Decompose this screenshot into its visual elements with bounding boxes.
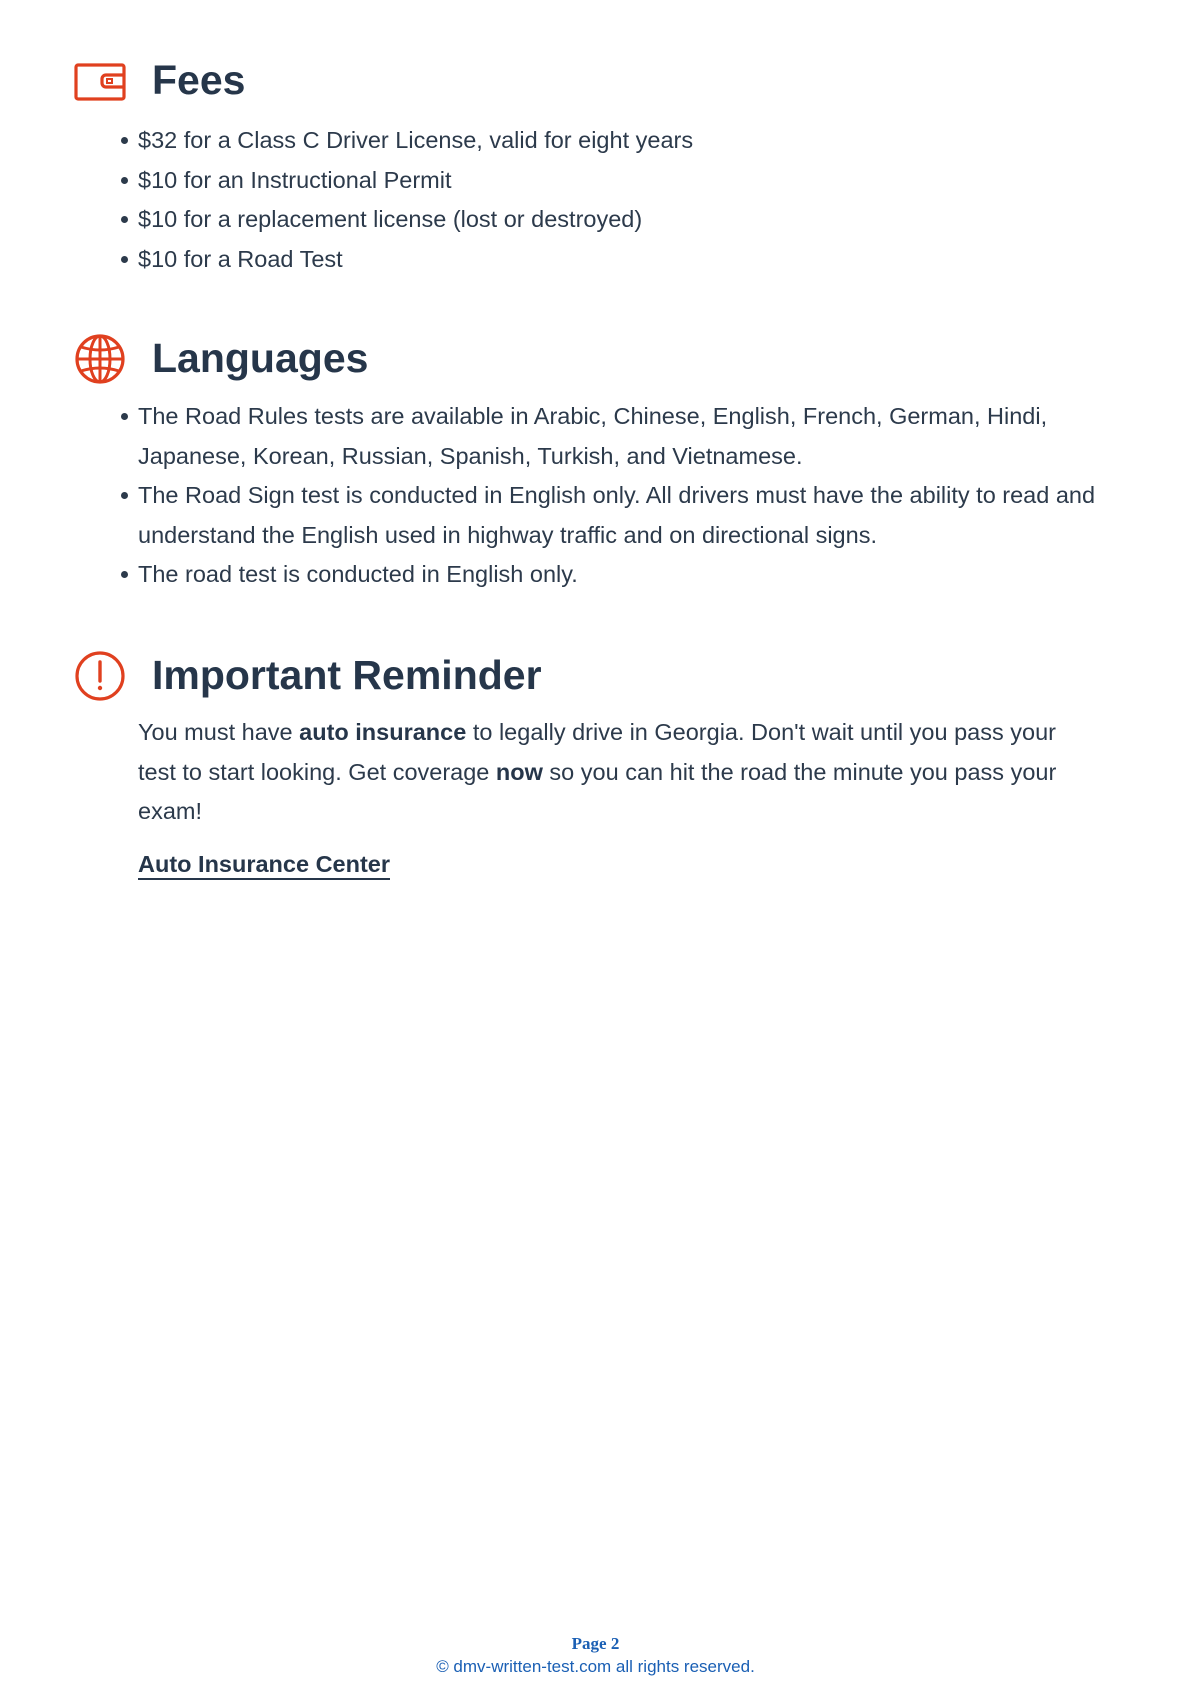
globe-icon bbox=[74, 333, 126, 385]
list-item: $10 for a Road Test bbox=[138, 240, 1128, 280]
list-item: $10 for an Instructional Permit bbox=[138, 161, 1128, 201]
copyright-text: © dmv-written-test.com all rights reserved. bbox=[436, 1657, 755, 1676]
languages-title: Languages bbox=[152, 335, 369, 381]
reminder-emphasis: auto insurance bbox=[299, 719, 467, 745]
reminder-text-part: to legally drive in Georgia. Don't wait until you pass your test to start looking. Get coverage bbox=[138, 719, 1056, 785]
reminder-emphasis: now bbox=[495, 758, 543, 785]
exclamation-circle-icon bbox=[74, 650, 126, 702]
auto-insurance-center-link[interactable]: Auto Insurance Center bbox=[138, 850, 390, 880]
page-number: Page 2 bbox=[571, 1634, 620, 1653]
reminder-paragraph bbox=[138, 713, 1098, 832]
wallet-icon bbox=[74, 55, 126, 107]
list-item: $32 for a Class C Driver License, valid for eight years bbox=[138, 121, 1128, 161]
list-item: $10 for a replacement license (lost or destroyed) bbox=[138, 200, 1128, 240]
reminder-section bbox=[0, 645, 1191, 877]
reminder-title: Important Reminder bbox=[152, 652, 542, 698]
languages-section bbox=[0, 328, 1191, 587]
reminder-text-part: so you can hit the road the minute you pass your exam! bbox=[138, 758, 1057, 824]
reminder-text-part: You must have bbox=[138, 719, 300, 745]
list-item: The Road Sign test is conducted in English only. All drivers must have the ability to read and understand the English used in highway traffic and on directional signs. bbox=[138, 476, 1128, 555]
list-item: The Road Rules tests are available in Arabic, Chinese, English, French, German, Hindi, Japanese, Korean, Russian, Spanish, Turkish, and Vietnamese. bbox=[138, 397, 1128, 476]
languages-list bbox=[138, 397, 1128, 595]
fees-header bbox=[0, 50, 1191, 110]
languages-header bbox=[0, 328, 1191, 388]
fees-title: Fees bbox=[152, 57, 246, 103]
fees-section bbox=[0, 50, 1191, 272]
reminder-header bbox=[0, 645, 1191, 705]
fees-list bbox=[138, 121, 1128, 279]
list-item: The road test is conducted in English only. bbox=[138, 555, 1128, 595]
